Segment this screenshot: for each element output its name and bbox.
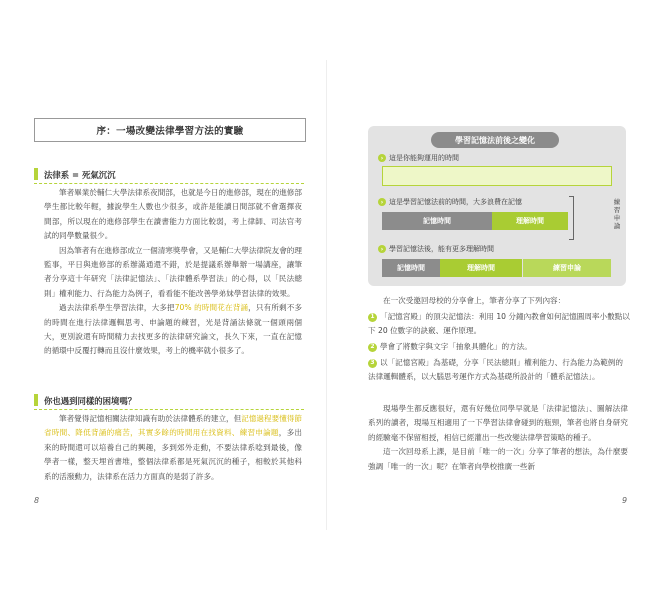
- paragraph: 筆者覺得記憶相關法律知識有助於法律體系的建立，但記憶過程要懂得節省時間、降低背誦的痛苦，其實多餘的時間用在找資料、練習申論題，多出來的時間還可以培養自己的興趣，多到郊外走動，不要法律系唸到最後，像學者一樣，整天埋首書堆，整個法律系都是死氣沉沉的種子，相較於其他科系的活潑動力，法律系在活力方面真的是弱了許多。: [44, 414, 303, 481]
- row3-understanding-segment: 理解時間: [440, 259, 522, 277]
- page-number: 9: [622, 496, 628, 505]
- bullet-icon: ›: [378, 245, 386, 253]
- paragraph: 筆者畢業於輔仁大學法律系夜間部，也就是今日的進修部，現在的進修部學生都比較年輕，據說學生人數也少很多，或許是能讀日間部就不會選擇夜間部，所以現在的進修部學生在讀書能力方面比較弱，考上律師、司法官考試的同學數量很少。: [44, 188, 302, 241]
- row3-text: 學習記憶法後，能有更多理解時間: [389, 245, 494, 253]
- bullet-text: 學會了將數字與文字「抽象具體化」的方法。: [380, 342, 532, 351]
- bullet-number: 3: [368, 359, 377, 368]
- practice-side-label: 練習申論: [613, 198, 621, 230]
- bullet-text: 以「記憶宮殿」為基礎，分享「民法總則」權利能力、行為能力為範例的法律邏輯體系，以大腦思考運作方式為基礎所設計的「體系記憶法」。: [368, 358, 623, 382]
- bullet-icon: ›: [378, 198, 386, 206]
- row2-label: [378, 197, 522, 207]
- paragraph: 因為筆者有在進修部成立一個清寒獎學會，又是輔仁大學法律院友會的理監事，平日與進修部的系辦滿通還不錯，於是提議系辦舉辦一場講座，讓筆者分享這十年研究「法律記憶法」、「法律體系學習法」的心得，以「民法總則」權利能力、行為能力為例子，看看能不能改善學弟妹學習法律的效果。: [44, 245, 302, 298]
- diagram-title: 學習記憶法前後之變化: [431, 132, 559, 148]
- book-spine: [326, 60, 327, 530]
- time-comparison-diagram: [368, 126, 626, 286]
- section2-body: [44, 412, 302, 484]
- section1-body: [44, 186, 302, 359]
- bullet-text: 「記憶宮殿」的頂尖記憶法：利用 10 分鐘內教會如何記憶圓周率小數點以下 20 位數字的訣竅、運作原理。: [368, 312, 630, 336]
- bullet-icon: ›: [378, 154, 386, 162]
- list-item: [368, 310, 630, 339]
- paragraph: 這一次回母系上課，是目前「唯一的一次」分享了筆者的想法，為什麼要強調「唯一的一次」呢？在筆者向學校推廣一些新: [368, 447, 628, 471]
- row2-understanding-segment: 理解時間: [492, 212, 568, 230]
- row1-label: [378, 153, 459, 163]
- section-rule: [34, 409, 304, 410]
- section-marker: [34, 394, 38, 406]
- row2-memory-segment: 記憶時間: [382, 212, 492, 230]
- bullet-number: 1: [368, 313, 377, 322]
- section-heading-1: 法律系 = 死氣沉沉: [44, 170, 116, 180]
- row1-bar: [382, 166, 612, 186]
- list-item: [368, 340, 630, 354]
- list-item: [368, 356, 630, 385]
- paragraph: 現場學生都反應很好，還有好幾位同學早就是「法律記憶法」、圖解法律系列的讀者，現場互相適用了一下學習法律會碰到的瓶頸，筆者也將自身研究的經驗毫不保留相授，相信已經灌出一些改變法律學習策略的種子。: [368, 404, 628, 442]
- row3-memory-segment: 記憶時間: [382, 259, 440, 277]
- row2-text: 這是學習記憶法前的時間，大多浪費在記憶: [389, 198, 522, 206]
- section-heading-2: 你也遇到同樣的困境嗎？: [44, 396, 137, 406]
- section-rule: [34, 183, 304, 184]
- bracket: [569, 196, 574, 240]
- bullet-number: 2: [368, 343, 377, 352]
- row3-practice-segment: 練習申論: [523, 259, 611, 277]
- section-marker: [34, 168, 38, 180]
- paragraph: 過去法律系學生學習法律，大多把70% 的時間花在背誦，只有所剩不多的時間在進行法律邏輯思考、申論題的練習，光是背誦法條就一個頭兩個大，更別說還有時間精力去找更多的法律研究論文，長久下來，一直在記憶的循環中反覆打轉而且沒什麼效果，考上的機率就小很多了。: [44, 303, 303, 356]
- page-number: 8: [34, 496, 40, 505]
- left-page: [0, 0, 327, 609]
- highlighted-text: 70% 的時間花在背誦: [174, 303, 249, 313]
- row1-text: 這是你能夠運用的時間: [389, 154, 459, 162]
- intro-text: [368, 294, 628, 308]
- highlighted-text: 記憶過程要懂得節省時間、降低背誦的痛苦，其實多餘的時間用在找資料、練習申論題: [44, 414, 302, 438]
- chapter-title: 序：一場改變法律學習方法的實驗: [34, 118, 306, 142]
- row3-label: [378, 244, 494, 254]
- right-page: [328, 0, 655, 609]
- closing-body: [368, 402, 628, 474]
- paragraph: 在一次受邀回母校的分享會上，筆者分享了下列內容：: [383, 296, 566, 305]
